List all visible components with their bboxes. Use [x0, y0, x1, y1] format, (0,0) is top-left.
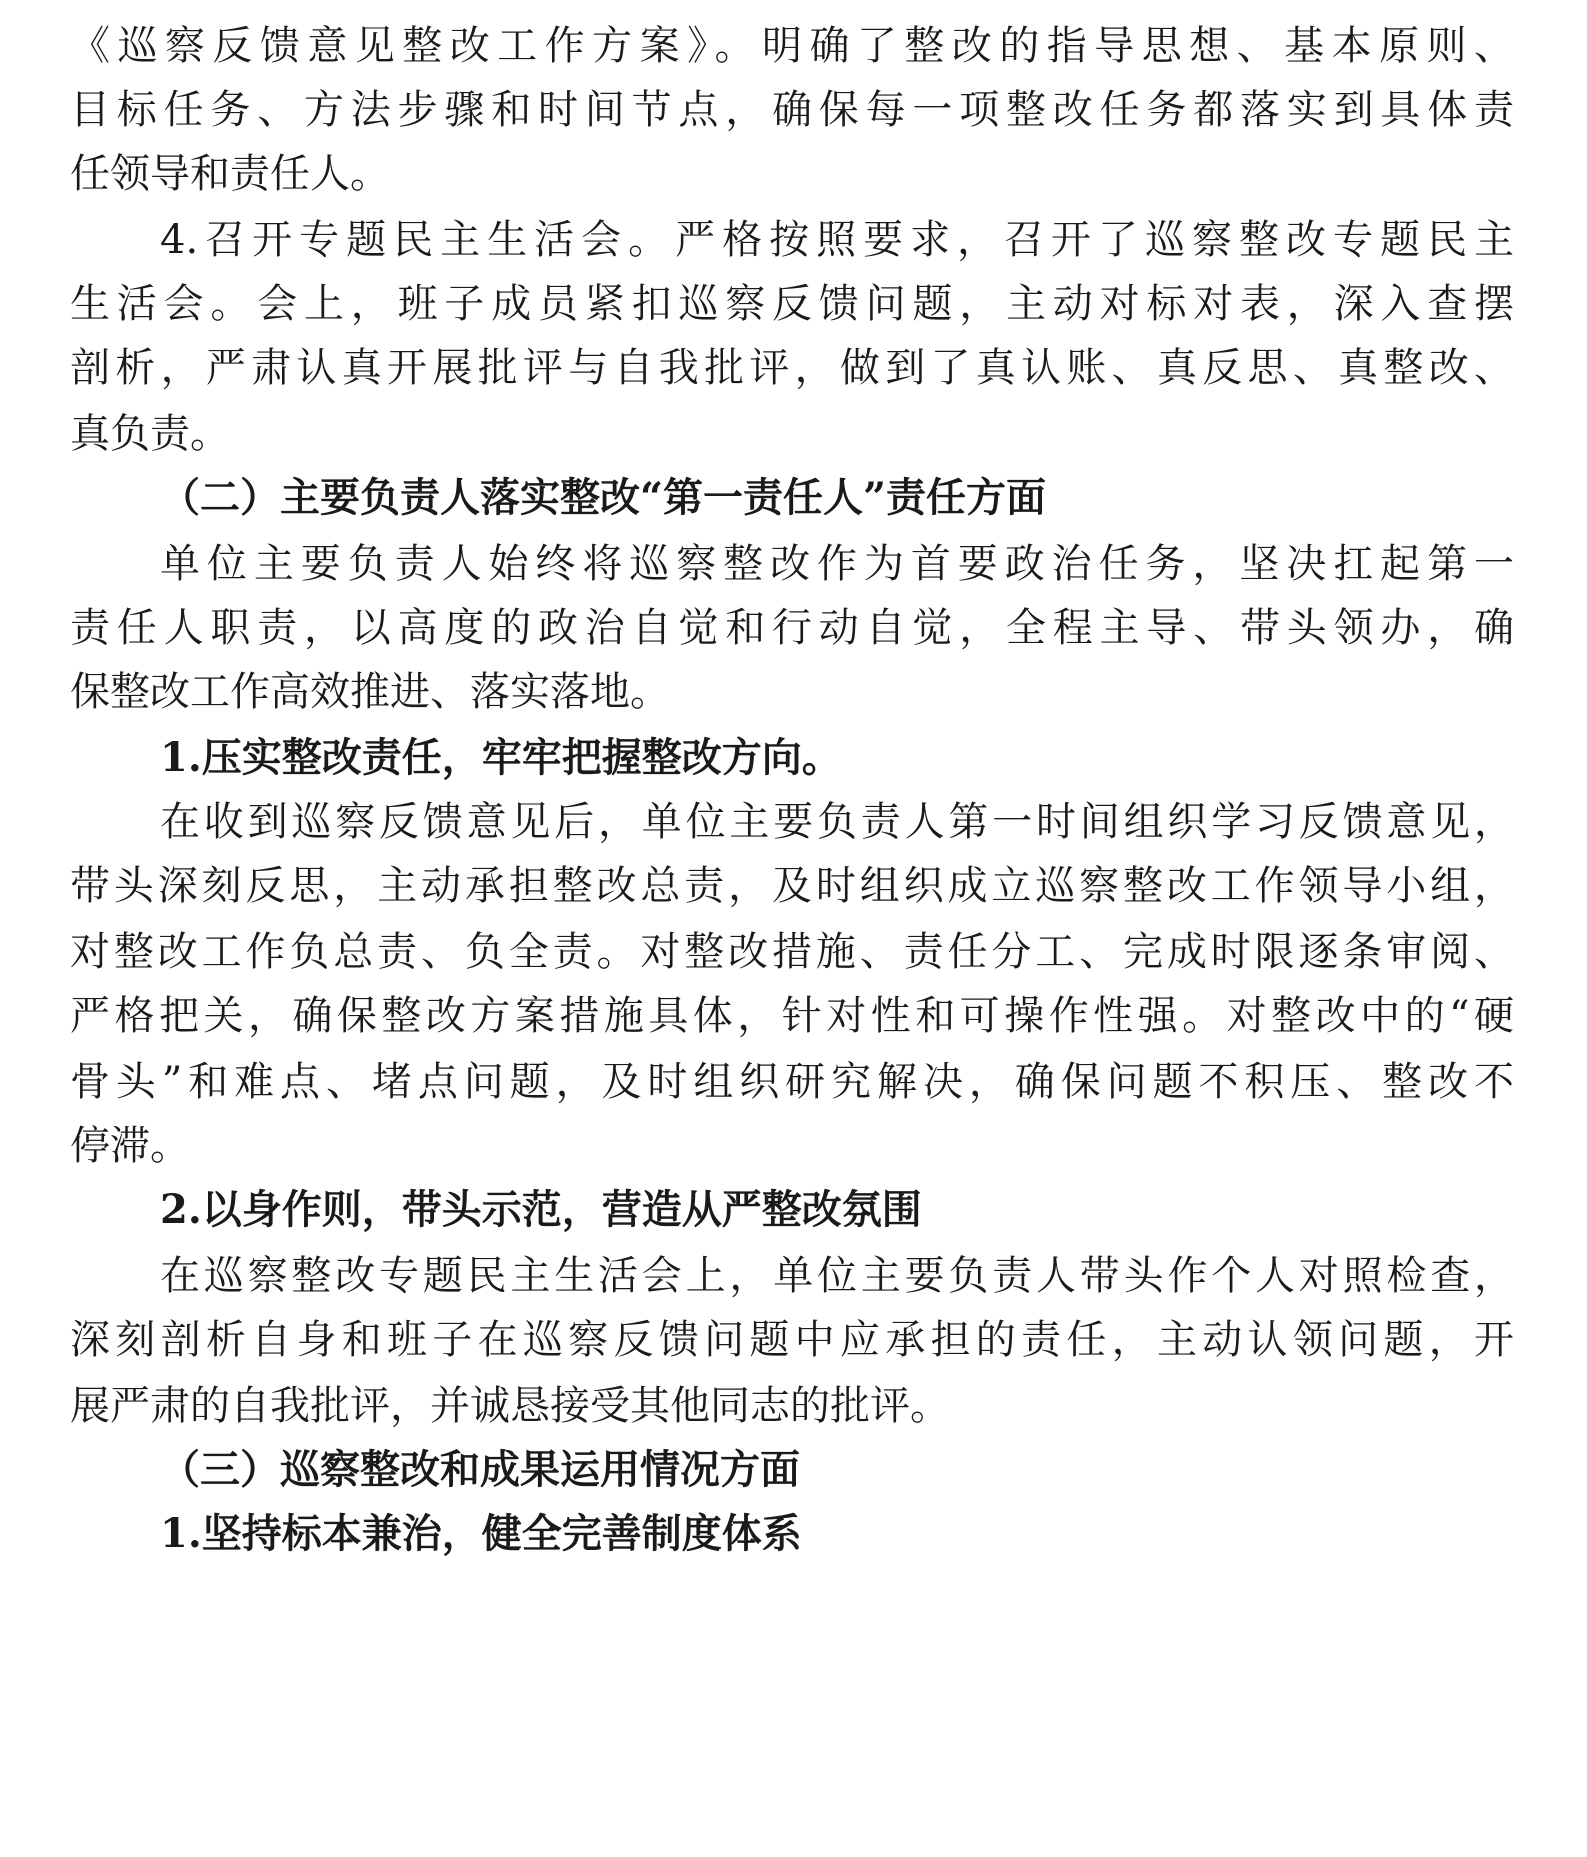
- body-text-line: 在收到巡察反馈意见后，单位主要负责人第一时间组织学习反馈意见，: [160, 799, 1514, 845]
- body-text-line: 展严肃的自我批评，并诚恳接受其他同志的批评。: [70, 1383, 950, 1429]
- body-text-line: 严格把关，确保整改方案措施具体，针对性和可操作性强。对整改中的“硬: [70, 993, 1514, 1039]
- section-heading-3: （三）巡察整改和成果运用情况方面: [160, 1446, 800, 1493]
- body-text-line: 责任人职责，以高度的政治自觉和行动自觉，全程主导、带头领办，确: [70, 605, 1514, 651]
- subsection-heading-1: 1.坚持标本兼治，健全完善制度体系: [160, 1510, 802, 1557]
- item-heading-line: 4.召开专题民主生活会。严格按照要求，召开了巡察整改专题民主: [160, 217, 1514, 263]
- body-text-line: 保整改工作高效推进、落实落地。: [70, 669, 670, 715]
- body-text-line: 真负责。: [70, 411, 230, 457]
- body-text-line: 骨头”和难点、堵点问题，及时组织研究解决，确保问题不积压、整改不: [70, 1059, 1514, 1105]
- body-text-line: 生活会。会上，班子成员紧扣巡察反馈问题，主动对标对表，深入查摆: [70, 281, 1514, 327]
- subsection-heading-1: 1.压实整改责任，牢牢把握整改方向。: [160, 734, 842, 781]
- section-heading-2: （二）主要负责人落实整改“第一责任人”责任方面: [160, 474, 1047, 521]
- body-text-line: 带头深刻反思，主动承担整改总责，及时组织成立巡察整改工作领导小组，: [70, 863, 1514, 909]
- body-text-line: 剖析，严肃认真开展批评与自我批评，做到了真认账、真反思、真整改、: [70, 345, 1514, 391]
- body-text-line: 目标任务、方法步骤和时间节点，确保每一项整改任务都落实到具体责: [70, 87, 1514, 133]
- body-text-line: 对整改工作负总责、负全责。对整改措施、责任分工、完成时限逐条审阅、: [70, 929, 1514, 975]
- subsection-heading-2: 2.以身作则，带头示范，营造从严整改氛围: [160, 1186, 922, 1233]
- body-text-line: 在巡察整改专题民主生活会上，单位主要负责人带头作个人对照检查，: [160, 1253, 1514, 1299]
- body-text-line: 《巡察反馈意见整改工作方案》。明确了整改的指导思想、基本原则、: [70, 23, 1514, 69]
- body-text-line: 任领导和责任人。: [70, 151, 390, 197]
- body-text-line: 停滞。: [70, 1123, 190, 1169]
- body-text-line: 单位主要负责人始终将巡察整改作为首要政治任务，坚决扛起第一: [160, 541, 1514, 587]
- body-text-line: 深刻剖析自身和班子在巡察反馈问题中应承担的责任，主动认领问题，开: [70, 1317, 1514, 1363]
